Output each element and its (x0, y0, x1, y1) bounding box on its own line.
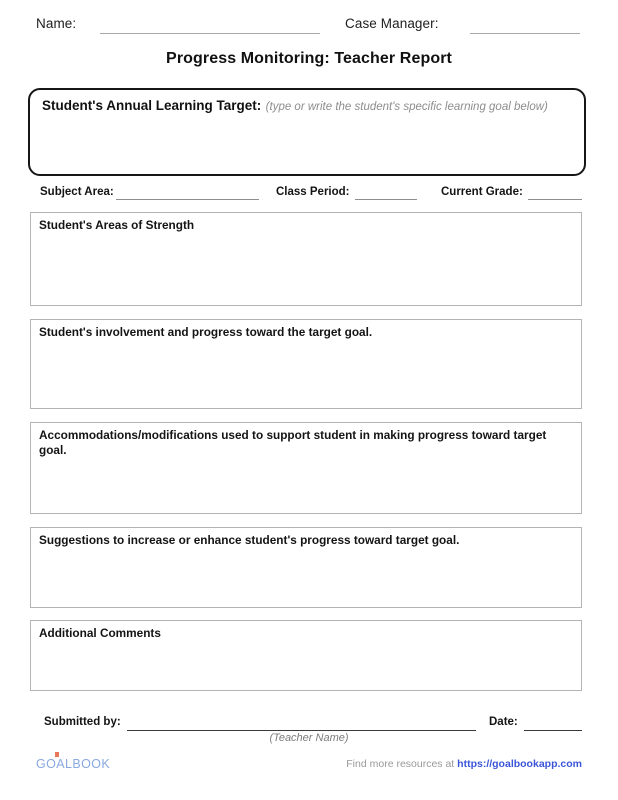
subject-area-input-line[interactable] (116, 199, 259, 200)
class-period-input-line[interactable] (355, 199, 417, 200)
goalbook-logo-text: GOALBOOK (36, 757, 111, 771)
section-box-additional-comments[interactable] (30, 620, 582, 691)
section-box-accommodations[interactable] (30, 422, 582, 514)
goalbook-logo (36, 757, 110, 771)
resources-prefix-text: Find more resources at (346, 758, 458, 770)
section-box-areas-of-strength[interactable] (30, 212, 582, 306)
name-input-line[interactable] (100, 33, 320, 34)
flag-icon (55, 752, 59, 757)
class-period-label: Class Period: (276, 186, 350, 198)
annual-learning-target-box[interactable] (28, 88, 586, 176)
case-manager-label: Case Manager: (345, 16, 439, 31)
identification-row (0, 16, 618, 38)
submitted-by-label: Submitted by: (44, 716, 121, 728)
date-input-line[interactable] (524, 730, 582, 731)
section-box-involvement-progress[interactable] (30, 319, 582, 409)
section-label-suggestions: Suggestions to increase or enhance student's progress toward target goal. (39, 533, 460, 547)
annual-learning-target-hint: (type or write the student's specific learning goal below) (265, 101, 548, 113)
annual-learning-target-header (42, 97, 576, 115)
subject-area-label: Subject Area: (40, 186, 114, 198)
date-label: Date: (489, 716, 518, 728)
section-label-involvement-progress: Student's involvement and progress toward the target goal. (39, 325, 373, 339)
current-grade-input-line[interactable] (528, 199, 582, 200)
current-grade-label: Current Grade: (441, 186, 523, 198)
section-label-accommodations: Accommodations/modifications used to support student in making progress toward target goal. (39, 428, 547, 457)
annual-learning-target-label: Student's Annual Learning Target: (42, 98, 262, 113)
case-manager-input-line[interactable] (470, 33, 580, 34)
teacher-name-hint: (Teacher Name) (269, 732, 349, 744)
submitted-by-input-line[interactable] (127, 730, 476, 731)
subject-info-row (0, 186, 618, 204)
goalbook-url-link[interactable]: https://goalbookapp.com (457, 758, 582, 770)
resources-note (346, 758, 582, 770)
section-box-suggestions[interactable] (30, 527, 582, 608)
name-label: Name: (36, 16, 77, 31)
section-label-additional-comments: Additional Comments (39, 626, 161, 640)
page-title: Progress Monitoring: Teacher Report (166, 50, 452, 67)
section-label-areas-of-strength: Student's Areas of Strength (39, 218, 195, 232)
